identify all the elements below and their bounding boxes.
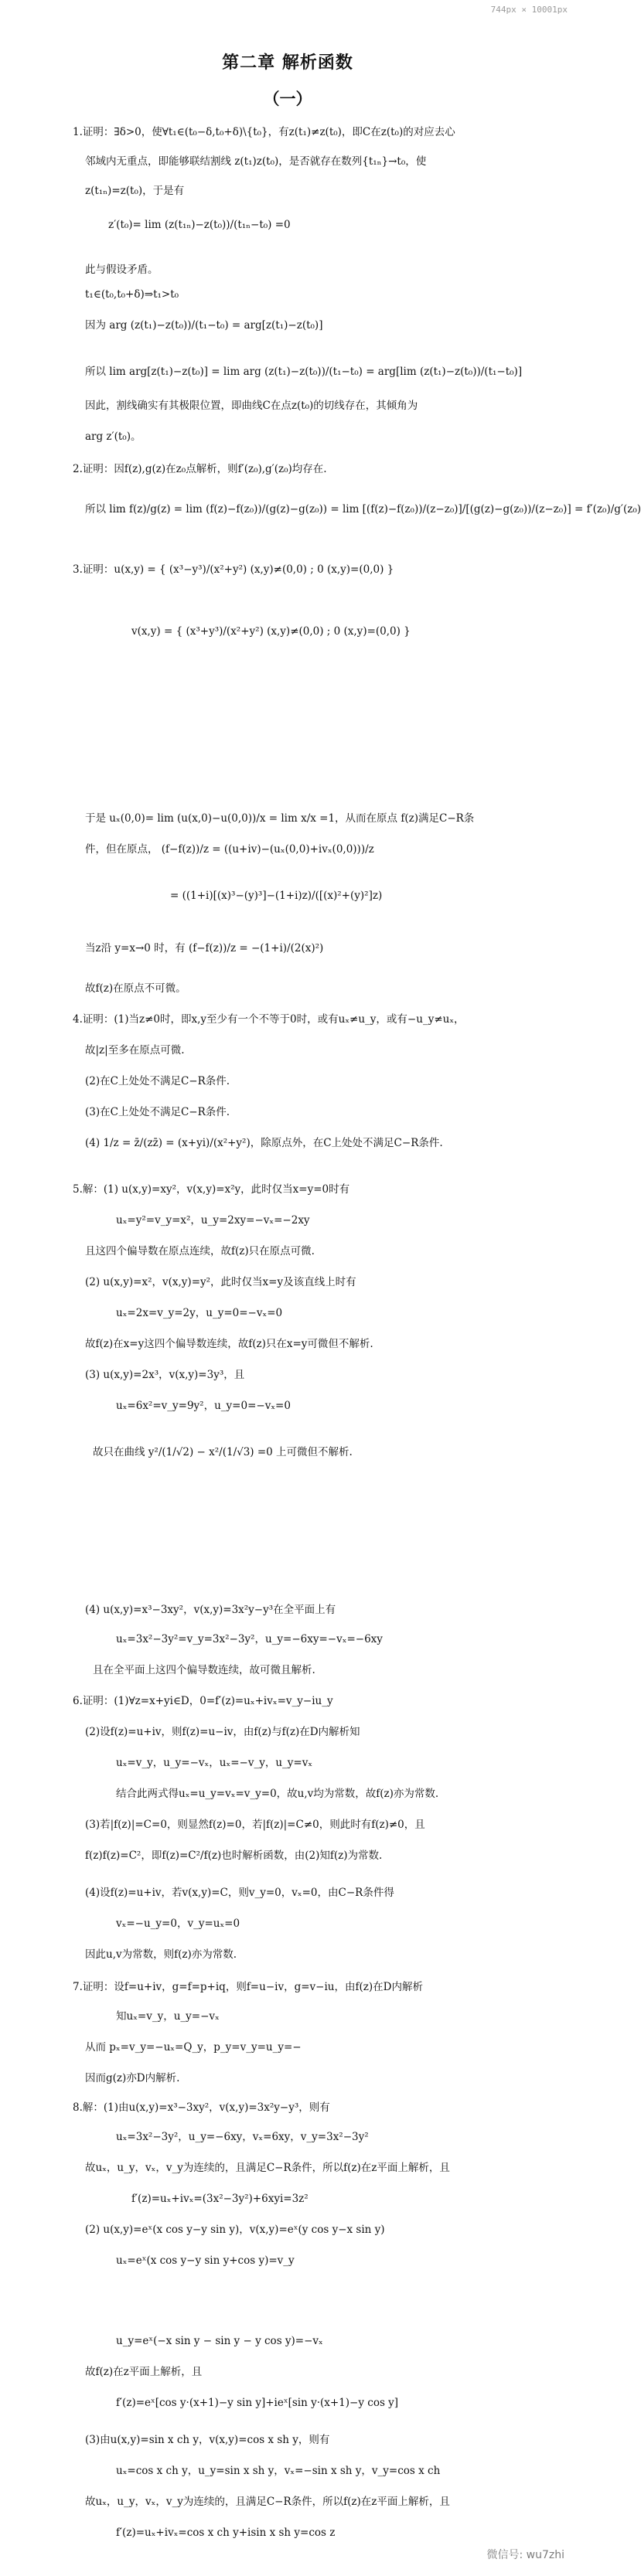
text-line: 从而 pₓ=v_y=−uₓ=Q_y，p_y=v_y=u_y=−: [85, 2041, 302, 2054]
text-line: v(x,y) = { (x³+y³)/(x²+y²) (x,y)≠(0,0) ; 0 (x,y)=(0,0) }: [131, 625, 411, 638]
text-line: 故f(z)在原点不可微。: [85, 982, 186, 995]
text-line: (2) u(x,y)=x²，v(x,y)=y²，此时仅当x=y及该直线上时有: [85, 1276, 356, 1288]
section-subtitle: （一）: [263, 90, 312, 108]
text-line: uₓ=cos x ch y，u_y=sin x sh y，vₓ=−sin x sh y，v_y=cos x ch: [116, 2465, 441, 2477]
text-line: uₓ=v_y，u_y=−vₓ，uₓ=−v_y，u_y=vₓ: [116, 1757, 313, 1769]
text-line: (4)设f(z)=u+iv，若v(x,y)=C，则v_y=0，vₓ=0，由C−R条件得: [85, 1887, 394, 1899]
text-line: 此与假设矛盾。: [85, 264, 159, 276]
text-line: 因此u,v为常数，则f(z)亦为常数.: [85, 1948, 237, 1961]
text-line: 6.证明：(1)∀z=x+yi∈D，0=f′(z)=uₓ+ivₓ=v_y−iu_y: [73, 1695, 333, 1707]
text-line: 5.解：(1) u(x,y)=xy²，v(x,y)=x²y，此时仅当x=y=0时有: [73, 1183, 350, 1196]
text-line: 故uₓ，u_y，vₓ，v_y为连续的，且满足C−R条件，所以f(z)在z平面上解析，且: [85, 2496, 450, 2508]
text-line: 故uₓ，u_y，vₓ，v_y为连续的，且满足C−R条件，所以f(z)在z平面上解析，且: [85, 2162, 450, 2174]
text-line: (3) u(x,y)=2x³，v(x,y)=3y³，且: [85, 1369, 245, 1381]
text-line: f′(z)=eˣ[cos y·(x+1)−y sin y]+ieˣ[sin y·(x+1)−y cos y]: [116, 2397, 399, 2409]
text-line: f′(z)=uₓ+ivₓ=cos x ch y+isin x sh y=cos z: [116, 2527, 336, 2539]
text-line: f′(z)=uₓ+ivₓ=(3x²−3y²)+6xyi=3z²: [131, 2193, 309, 2205]
text-line: 故f(z)在x=y这四个偏导数连续，故f(z)只在x=y可微但不解析.: [85, 1338, 373, 1350]
text-line: f(z)f(z)=C²，即f(z)=C²/f(z)也时解析函数，由(2)知f(z)为常数.: [85, 1849, 383, 1862]
chapter-title: 第二章 解析函数: [222, 53, 353, 73]
text-line: uₓ=y²=v_y=x²，u_y=2xy=−vₓ=−2xy: [116, 1214, 310, 1227]
text-line: z′(t₀)= lim (z(t₁ₙ)−z(t₀))/(t₁ₙ−t₀) =0: [108, 219, 291, 231]
text-line: uₓ=eˣ(x cos y−y sin y+cos y)=v_y: [116, 2254, 295, 2267]
text-line: 7.证明：设f=u+iv，g=f=p+iq，则f=u−iv，g=v−iu，由f(z)在D内解析: [73, 1981, 423, 1993]
text-line: (3)若|f(z)|=C=0，则显然f(z)=0，若|f(z)|=C≠0，则此时有f(z)≠0，且: [85, 1819, 425, 1831]
text-line: = ((1+i)[(x)³−(y)³]−(1+i)z)/([(x)²+(y)²]z): [170, 890, 383, 902]
text-line: 故只在曲线 y²/(1/√2) − x²/(1/√3) =0 上可微但不解析.: [93, 1446, 353, 1458]
text-line: 于是 uₓ(0,0)= lim (u(x,0)−u(0,0))/x = lim x/x =1，从而在原点 f(z)满足C−R条: [85, 812, 475, 825]
text-line: 且这四个偏导数在原点连续，故f(z)只在原点可微.: [85, 1245, 315, 1257]
text-line: 知uₓ=v_y，u_y=−vₓ: [116, 2010, 220, 2023]
text-line: t₁∈(t₀,t₀+δ)⇒t₁>t₀: [85, 288, 179, 301]
text-line: z(t₁ₙ)=z(t₀)，于是有: [85, 185, 185, 197]
text-line: 因为 arg (z(t₁)−z(t₀))/(t₁−t₀) = arg[z(t₁)−z(t₀)]: [85, 319, 323, 332]
text-line: 故f(z)在z平面上解析，且: [85, 2366, 203, 2378]
text-line: (2)在C上处处不满足C−R条件.: [85, 1075, 230, 1087]
text-line: uₓ=6x²=v_y=9y²，u_y=0=−vₓ=0: [116, 1400, 291, 1412]
text-line: 2.证明：因f(z),g(z)在z₀点解析，则f′(z₀),g′(z₀)均存在.: [73, 463, 327, 475]
text-line: 3.证明：u(x,y) = { (x³−y³)/(x²+y²) (x,y)≠(0,0) ; 0 (x,y)=(0,0) }: [73, 563, 394, 576]
text-line: arg z′(t₀)。: [85, 430, 141, 443]
watermark: 微信号: wu7zhi: [486, 2549, 564, 2561]
text-line: 件，但在原点， (f−f(z))/z = ((u+iv)−(uₓ(0,0)+ivₓ(0,0)))/z: [85, 843, 374, 856]
text-line: (4) u(x,y)=x³−3xy²，v(x,y)=3x²y−y³在全平面上有: [85, 1604, 336, 1616]
text-line: (3)在C上处处不满足C−R条件.: [85, 1106, 230, 1118]
text-line: 邻域内无重点，即能够联结割线 z(t₁)z(t₀)，是否就存在数列{t₁ₙ}→t₀，使: [85, 155, 427, 168]
text-line: 因而g(z)亦D内解析.: [85, 2072, 180, 2084]
text-line: (4) 1/z = z̄/(zz̄) = (x+yi)/(x²+y²)，除原点外，在C上处处不满足C−R条件.: [85, 1137, 443, 1149]
text-line: (2) u(x,y)=eˣ(x cos y−y sin y)，v(x,y)=eˣ(y cos y−x sin y): [85, 2224, 385, 2236]
text-line: (3)由u(x,y)=sin x ch y，v(x,y)=cos x sh y，则有: [85, 2434, 330, 2446]
text-line: 所以 lim f(z)/g(z) = lim (f(z)−f(z₀))/(g(z)−g(z₀)) = lim [(f(z)−f(z₀))/(z−z₀)]/[(g(z)−g(z₀))/(z−z₀)] = f′(z₀)/g′(z₀): [85, 503, 641, 516]
text-line: 1.证明：∃δ>0，使∀t₁∈(t₀−δ,t₀+δ)\{t₀}，有z(t₁)≠z(t₀)，即C在z(t₀)的对应去心: [73, 126, 455, 138]
text-line: u_y=eˣ(−x sin y − sin y − y cos y)=−vₓ: [116, 2335, 323, 2347]
text-line: 因此，割线确实有其极限位置，即曲线C在点z(t₀)的切线存在，其倾角为: [85, 400, 418, 412]
text-line: 所以 lim arg[z(t₁)−z(t₀)] = lim arg (z(t₁)−z(t₀))/(t₁−t₀) = arg[lim (z(t₁)−z(t₀))/(t₁−t₀)]: [85, 366, 523, 378]
text-line: (2)设f(z)=u+iv，则f(z)=u−iv，由f(z)与f(z)在D内解析知: [85, 1726, 360, 1738]
text-line: uₓ=3x²−3y²，u_y=−6xy，vₓ=6xy，v_y=3x²−3y²: [116, 2131, 369, 2143]
text-line: 故|z|至多在原点可微.: [85, 1044, 185, 1057]
text-line: 结合此两式得uₓ=u_y=vₓ=v_y=0，故u,v均为常数，故f(z)亦为常数.: [116, 1788, 439, 1800]
text-line: 且在全平面上这四个偏导数连续，故可微且解析.: [93, 1664, 315, 1676]
text-line: uₓ=3x²−3y²=v_y=3x²−3y²，u_y=−6xy=−vₓ=−6xy: [116, 1633, 383, 1645]
text-line: uₓ=2x=v_y=2y，u_y=0=−vₓ=0: [116, 1307, 283, 1319]
text-line: 当z沿 y=x→0 时，有 (f−f(z))/z = −(1+i)/(2(x)²): [85, 942, 324, 955]
text-line: 4.证明：(1)当z≠0时，即x,y至少有一个不等于0时，或有uₓ≠u_y，或有−u_y≠uₓ，: [73, 1013, 465, 1026]
text-line: 8.解：(1)由u(x,y)=x³−3xy²，v(x,y)=3x²y−y³，则有: [73, 2101, 330, 2114]
size-label: 744px × 10001px: [490, 5, 568, 15]
text-line: vₓ=−u_y=0，v_y=uₓ=0: [116, 1918, 240, 1930]
